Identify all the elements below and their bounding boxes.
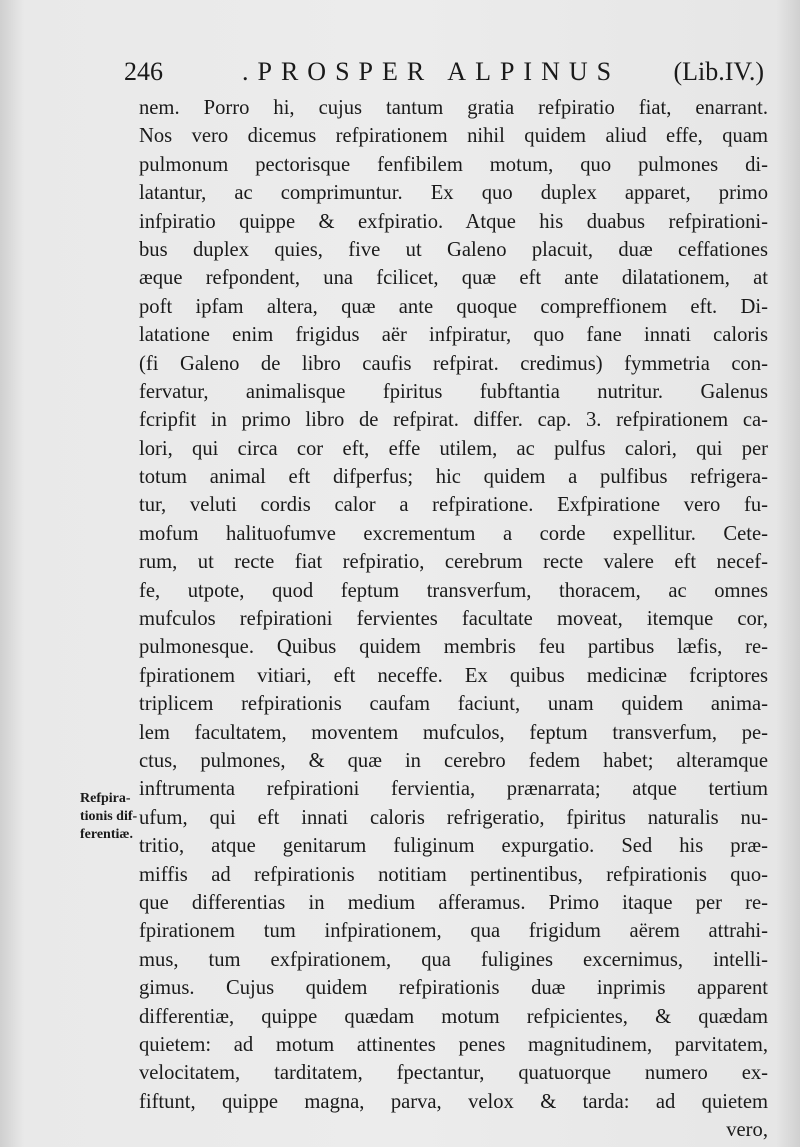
book-number: (Lib.IV.) (673, 57, 764, 86)
text-line: Nos vero dicemus refpirationem nihil quidem aliud effe, quam (139, 125, 768, 148)
margin-note-line: tionis dif- (80, 809, 138, 824)
text-line: infpiratio quippe & exfpiratio. Atque his duabus refpirationi- (139, 210, 768, 233)
text-line: ufum, qui eft innati caloris refrigeratio, fpiritus naturalis nu- (139, 806, 768, 829)
text-line: fcripfit in primo libro de refpirat. differ. cap. 3. refpirationem ca- (139, 409, 768, 432)
text-line: mus, tum exfpirationem, qua fuligines excernimus, intelli- (139, 948, 768, 971)
text-line: mofum halituofumve excrementum a corde expellitur. Cete- (139, 522, 768, 545)
text-line: fpirationem tum infpirationem, qua frigidum aërem attrahi- (139, 920, 768, 943)
text-line: lem facultatem, moventem mufculos, feptum transverfum, pe- (139, 721, 768, 744)
body-text (139, 94, 768, 1144)
text-line: pulmonum pectorisque fenfibilem motum, quo pulmones di- (139, 153, 768, 176)
text-line: differentiæ, quippe quædam motum refpicientes, & quædam (139, 1005, 768, 1028)
text-line: mufculos refpirationi fervientes facultate moveat, itemque cor, (139, 608, 768, 631)
text-line: latatione enim frigidus aër infpiratur, quo fane innati caloris (139, 324, 768, 347)
text-line: quietem: ad motum attinentes penes magnitudinem, parvitatem, (139, 1033, 768, 1056)
page-number: 246 (124, 57, 163, 86)
text-line: velocitatem, tarditatem, fpectantur, quatuorque numero ex- (139, 1062, 768, 1085)
text-line: (fi Galeno de libro caufis refpirat. credimus) fymmetria con- (139, 352, 768, 375)
text-line: æque refpondent, una fcilicet, quæ eft ante dilatationem, at (139, 267, 768, 290)
text-line: fe, utpote, quod feptum transverfum, thoracem, ac omnes (139, 579, 768, 602)
text-line: lori, qui circa cor eft, effe utilem, ac pulfus calori, qui per (139, 437, 768, 460)
text-line: totum animal eft difperfus; hic quidem a pulfibus refrigera- (139, 466, 768, 489)
text-line: fpirationem vitiari, eft neceffe. Ex quibus medicinæ fcriptores (139, 664, 768, 687)
text-line: que differentias in medium afferamus. Primo itaque per re- (139, 891, 768, 914)
text-line: nem. Porro hi, cujus tantum gratia refpiratio fiat, enarrant. (139, 97, 768, 119)
running-header (124, 52, 764, 92)
text-line: triplicem refpirationis caufam faciunt, unam quidem anima- (139, 693, 768, 716)
catchword: vero, (726, 1119, 768, 1142)
text-line: tritio, atque genitarum fuliginum expurgatio. Sed his præ- (139, 835, 768, 858)
text-line: tur, veluti cordis calor a refpiratione. Exfpiratione vero fu- (139, 494, 768, 517)
margin-note-line: Refpira- (80, 791, 131, 806)
text-line: gimus. Cujus quidem refpirationis duæ inprimis apparent (139, 977, 768, 1000)
text-line: ctus, pulmones, & quæ in cerebro fedem habet; alteramque (139, 749, 768, 772)
margin-note-line: ferentiæ. (80, 827, 133, 842)
text-line: fiftunt, quippe magna, parva, velox & tarda: ad quietem (139, 1090, 768, 1113)
text-line: fervatur, animalisque fpiritus fubftantia nutritur. Galenus (139, 380, 768, 403)
text-line: miffis ad refpirationis notitiam pertinentibus, refpirationis quo- (139, 863, 768, 886)
running-head-title: .PROSPER ALPINUS (242, 57, 621, 86)
text-line: latantur, ac comprimuntur. Ex quo duplex apparet, primo (139, 182, 768, 205)
text-line: rum, ut recte fiat refpiratio, cerebrum recte valere eft necef- (139, 551, 768, 574)
text-line: poft ipfam altera, quæ ante quoque compreffionem eft. Di- (139, 295, 768, 318)
text-line: pulmonesque. Quibus quidem membris feu partibus læfis, re- (139, 636, 768, 659)
text-line: inftrumenta refpirationi fervientia, prænarrata; atque tertium (139, 778, 768, 801)
text-line: bus duplex quies, five ut Galeno placuit, duæ ceffationes (139, 238, 768, 261)
